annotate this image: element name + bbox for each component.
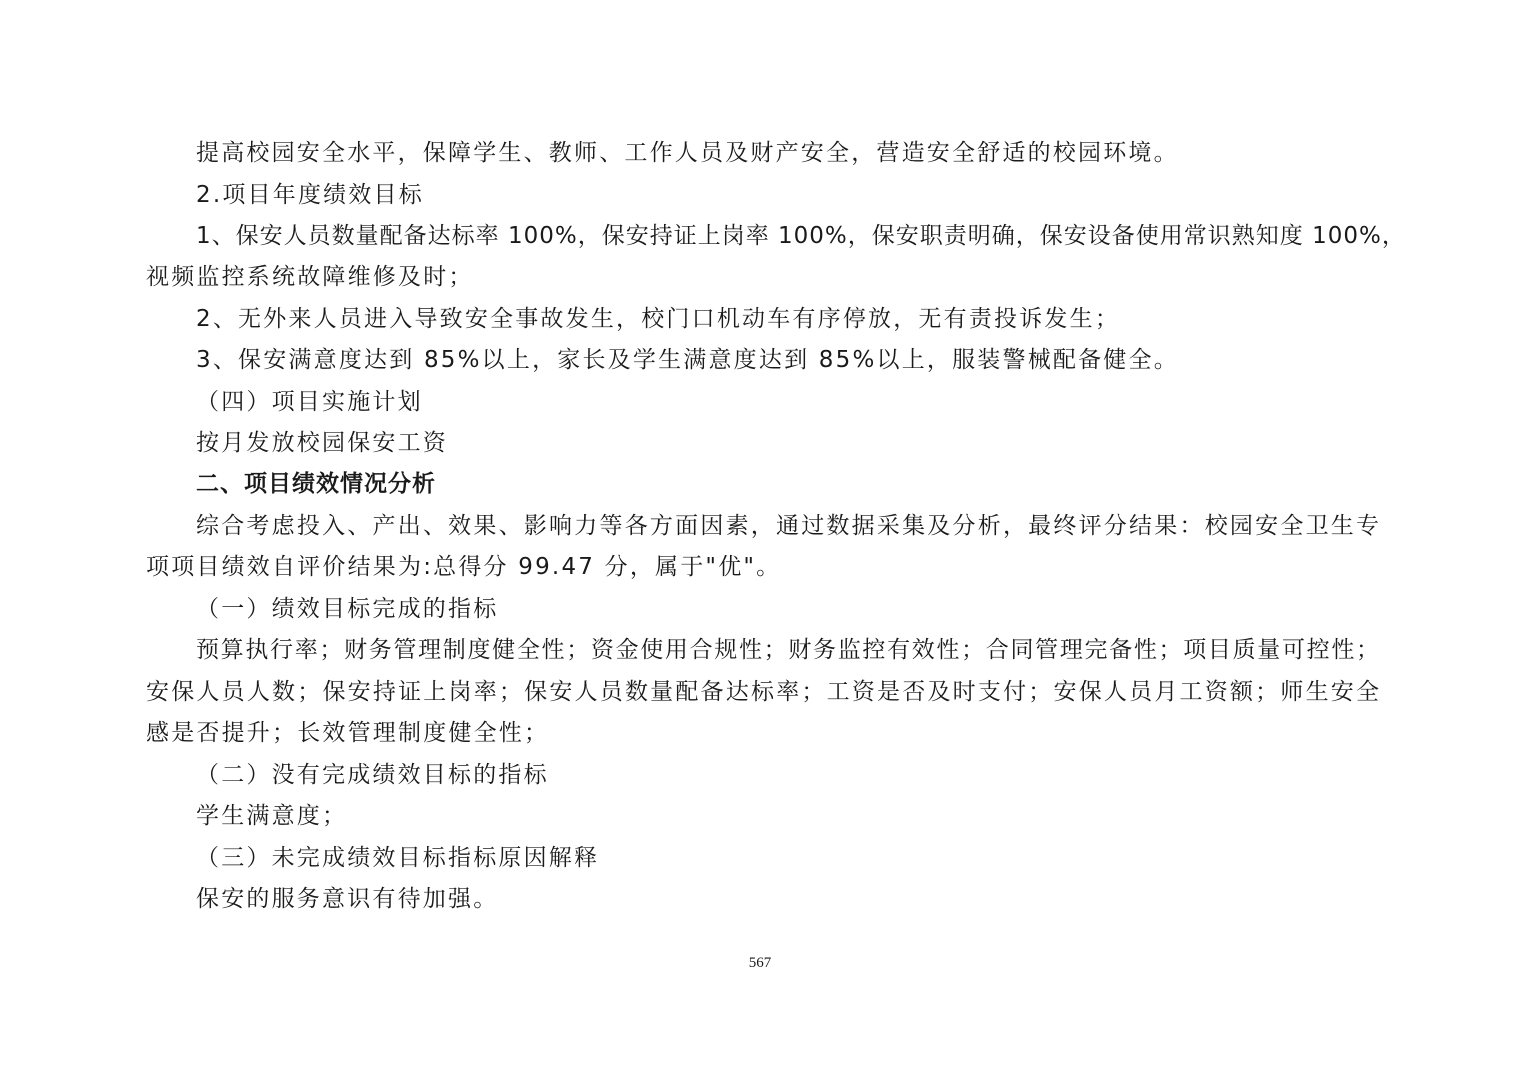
- page-number: 567: [748, 955, 772, 971]
- goal-item-1-line-2: 视频监控系统故障维修及时；: [146, 264, 474, 290]
- paragraph-uncompleted-indicators: 学生满意度；: [196, 803, 348, 829]
- paragraph-implementation-plan: 按月发放校园保安工资: [196, 430, 448, 456]
- paragraph-evaluation-line-2: 项项目绩效自评价结果为:总得分 99.47 分，属于"优"。: [146, 554, 782, 580]
- goal-item-2: 2、无外来人员进入导致安全事故发生，校门口机动车有序停放，无有责投诉发生；: [196, 306, 1121, 332]
- subheading-implementation-plan: （四）项目实施计划: [196, 389, 423, 415]
- section-heading-performance-analysis: 二、项目绩效情况分析: [196, 471, 436, 497]
- paragraph-completed-indicators-line-1: 预算执行率；财务管理制度健全性；资金使用合规性；财务监控有效性；合同管理完备性；项目质量可控性；: [196, 637, 1380, 663]
- subheading-completed-indicators: （一）绩效目标完成的指标: [196, 596, 499, 622]
- paragraph-completed-indicators-line-2: 安保人员人数；保安持证上岗率；保安人员数量配备达标率；工资是否及时支付；安保人员月工资额；师生安全: [146, 679, 1380, 705]
- subheading-annual-goals: 2.项目年度绩效目标: [196, 182, 424, 208]
- goal-item-1-line-1: 1、保安人员数量配备达标率 100%，保安持证上岗率 100%，保安职责明确，保安设备使用常识熟知度 100%，: [196, 223, 1406, 249]
- paragraph-completed-indicators-line-3: 感是否提升；长效管理制度健全性；: [146, 720, 550, 746]
- subheading-uncompleted-reasons: （三）未完成绩效目标指标原因解释: [196, 845, 600, 871]
- paragraph-evaluation-line-1: 综合考虑投入、产出、效果、影响力等各方面因素，通过数据采集及分析，最终评分结果：校园安全卫生专: [196, 513, 1380, 539]
- subheading-uncompleted-indicators: （二）没有完成绩效目标的指标: [196, 762, 549, 788]
- paragraph-goal-summary: 提高校园安全水平，保障学生、教师、工作人员及财产安全，营造安全舒适的校园环境。: [196, 140, 1179, 166]
- paragraph-uncompleted-reasons: 保安的服务意识有待加强。: [196, 886, 499, 912]
- goal-item-3: 3、保安满意度达到 85%以上，家长及学生满意度达到 85%以上，服装警械配备健全。: [196, 347, 1179, 373]
